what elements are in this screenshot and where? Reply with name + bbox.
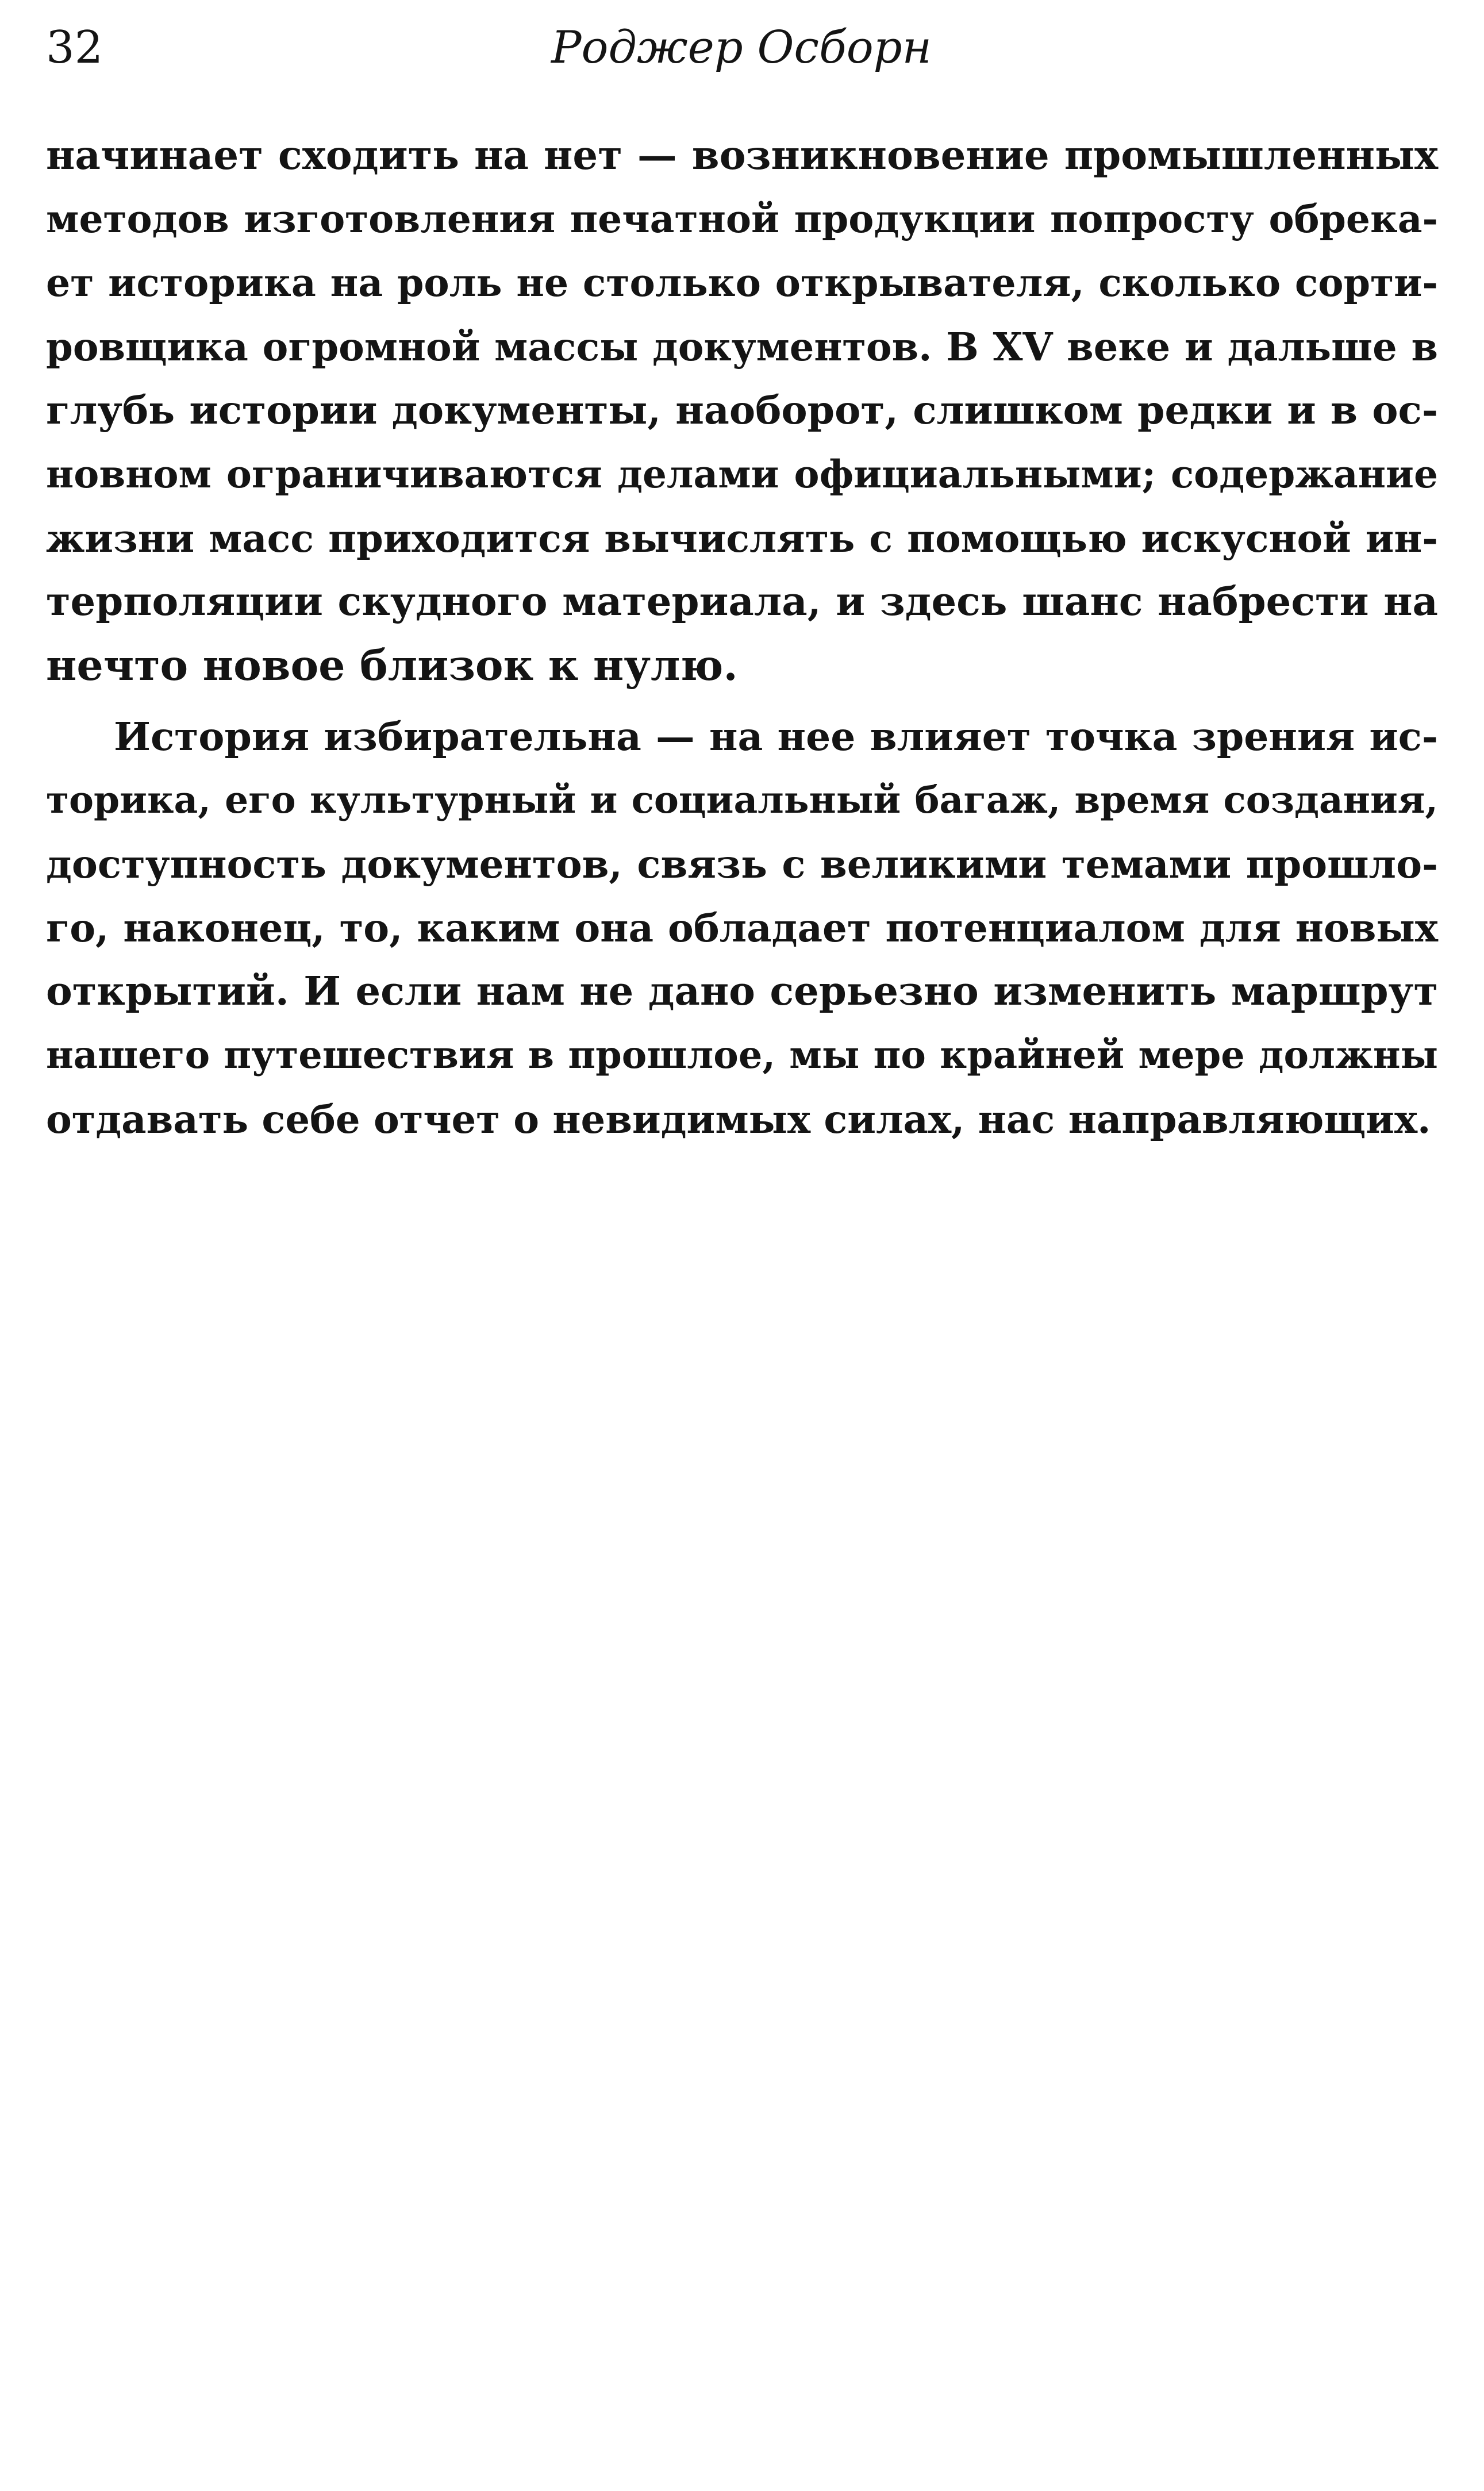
text-line: начинает сходить на нет — возникновение промышленных xyxy=(46,132,1438,179)
text-line: го, наконец, то, каким она обладает потенциалом для новых xyxy=(46,905,1438,951)
running-head xyxy=(46,16,1437,79)
body-text xyxy=(46,124,1438,1151)
text-line: ет историка на роль не столько открывателя, сколько сорти- xyxy=(46,260,1438,305)
paragraph-1 xyxy=(46,124,1438,698)
text-line: новном ограничиваются делами официальными; содержание xyxy=(46,452,1438,497)
text-line: терполяции скудного материала, и здесь шанс набрести на xyxy=(46,579,1438,625)
text-line: ровщика огромной массы документов. В XV веке и дальше в xyxy=(46,324,1438,370)
text-line: методов изготовления печатной продукции попросту обрека- xyxy=(46,197,1438,241)
running-title: Роджер Осборн xyxy=(551,22,932,74)
paragraph-gap xyxy=(46,698,1438,705)
page-number: 32 xyxy=(46,22,103,74)
text-line: нечто новое близок к нулю. xyxy=(46,641,738,690)
text-line: отдавать себе отчет о невидимых силах, нас направляющих. xyxy=(46,1097,1431,1142)
text-line: История избирательна — на нее влияет точка зрения ис- xyxy=(114,713,1438,759)
text-line: доступность документов, связь с великими темами прошло- xyxy=(46,841,1438,887)
paragraph-2 xyxy=(46,705,1438,1151)
text-line: жизни масс приходится вычислять с помощью искусной ин- xyxy=(46,516,1438,561)
text-line: открытий. И если нам не дано серьезно изменить маршрут xyxy=(46,968,1438,1014)
text-line: торика, его культурный и социальный багаж, время создания, xyxy=(46,778,1438,822)
text-line: глубь истории документы, наоборот, слишком редки и в ос- xyxy=(46,387,1438,433)
text-line: нашего путешествия в прошлое, мы по крайней мере должны xyxy=(46,1033,1438,1077)
